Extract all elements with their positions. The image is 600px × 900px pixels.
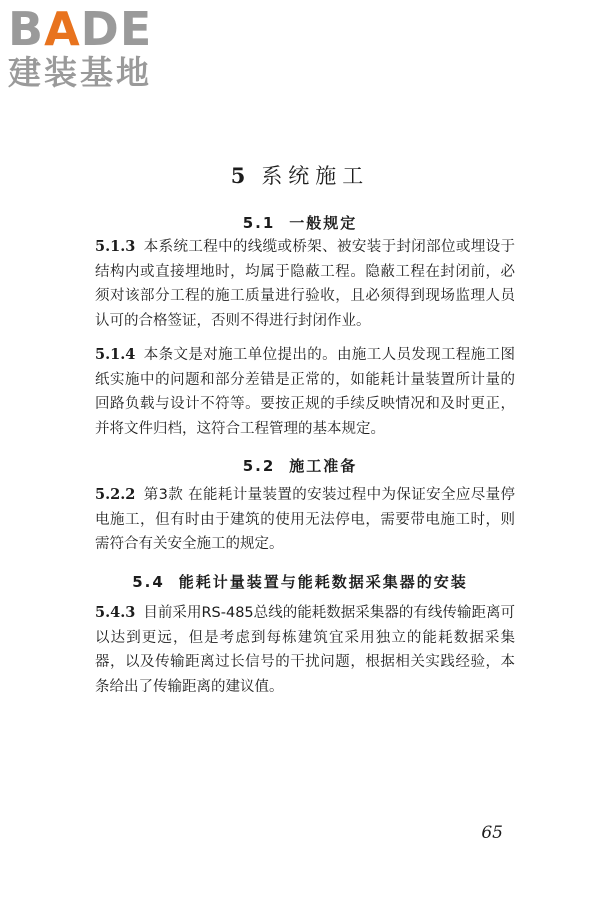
clause-number: 5.1.3 [95, 238, 136, 255]
clause-number: 5.2.2 [95, 486, 136, 503]
clause-5-1-3 [95, 235, 515, 333]
clause-5-2-2 [95, 483, 515, 557]
section-heading-5-2: 5.2 施工准备 [242, 457, 358, 475]
clause-5-1-4 [95, 343, 515, 441]
logo-wordmark: BADE [8, 2, 153, 56]
clause-text: 本条文是对施工单位提出的。由施工人员发现工程施工图纸实施中的问题和部分差错是正常的，如能耗计量装置所计量的回路负载与设计不符等。要按正规的手续反映情况和及时更正，并将文件归档，这符合工程管理的基本规定。 [95, 347, 515, 437]
clause-text: 目前采用RS-485总线的能耗数据采集器的有线传输距离可以达到更远，但是考虑到每栋建筑宜采用独立的能耗数据采集器，以及传输距离过长信号的干扰问题，根据相关实践经验，本条给出了传输距离的建议值。 [95, 605, 515, 695]
page-number: 65 [481, 823, 503, 843]
clause-text: 本系统工程中的线缆或桥架、被安装于封闭部位或埋设于结构内或直接埋地时，均属于隐蔽工程。隐蔽工程在封闭前，必须对该部分工程的施工质量进行验收，且必须得到现场监理人员认可的合格签证，否则不得进行封闭作业。 [95, 239, 515, 329]
section-heading-5-1: 5.1 一般规定 [242, 214, 358, 232]
logo-subtitle: 建装基地 [8, 53, 152, 92]
clause-5-4-3 [95, 601, 515, 699]
section-heading-5-4: 5.4 能耗计量装置与能耗数据采集器的安装 [132, 573, 468, 591]
clause-text: 第3款 在能耗计量装置的安装过程中为保证安全应尽量停电施工，但有时由于建筑的使用无法停电，需要带电施工时，则需符合有关安全施工的规定。 [95, 487, 515, 552]
chapter-title [0, 160, 600, 190]
logo-accent-letter: A [44, 2, 81, 56]
clause-number: 5.1.4 [95, 346, 136, 363]
bade-logo [8, 4, 178, 92]
chapter-title-text: 系统施工 [261, 164, 370, 188]
chapter-number: 5 [230, 163, 252, 188]
clause-number: 5.4.3 [95, 604, 136, 621]
